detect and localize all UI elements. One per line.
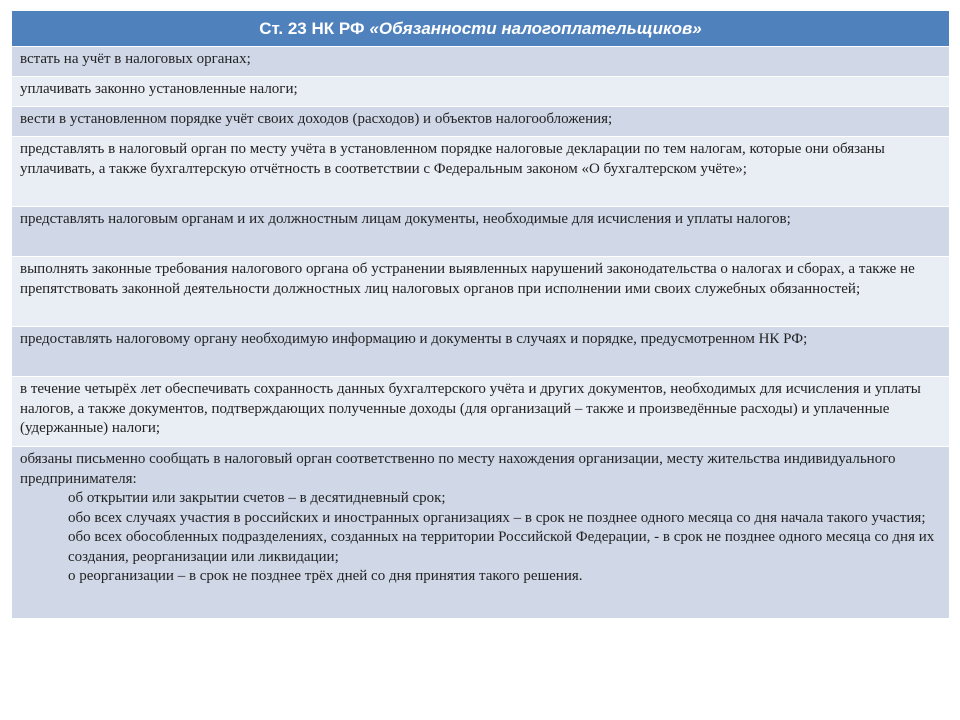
header-title-italic: «Обязанности налогоплательщиков» xyxy=(369,18,702,38)
sub-item: об открытии или закрытии счетов – в десятидневный срок; xyxy=(68,490,446,506)
table-header xyxy=(12,11,949,47)
table-row xyxy=(12,77,949,107)
table-row xyxy=(12,257,949,327)
table-row xyxy=(12,107,949,137)
row-intro: обязаны письменно сообщать в налоговый орган соответственно по месту нахождения организации, месту жительства индивидуального предпринимателя: xyxy=(20,451,896,487)
row-text: выполнять законные требования налогового органа об устранении выявленных нарушений законодательства о налогах и сборах, а также не препятствовать законной деятельности должностных лиц налоговых органов при исполнении ими своих служебных обязанностей; xyxy=(20,261,915,297)
obligations-table xyxy=(12,11,949,619)
table-row xyxy=(12,327,949,377)
row-text: представлять в налоговый орган по месту учёта в установленном порядке налоговые декларации по тем налогам, которые они обязаны уплачивать, а также бухгалтерскую отчётность в соответствии с Федеральным законом «О бухгалтерском учёте»; xyxy=(20,141,885,177)
header-title: Ст. 23 НК РФ xyxy=(259,18,365,38)
sub-item: обо всех обособленных подразделениях, созданных на территории Российской Федерации, - в срок не позднее одного месяца со дня их создания, реорганизации или ликвидации; xyxy=(68,529,935,565)
table-row-last xyxy=(12,447,949,619)
sub-item: о реорганизации – в срок не позднее трёх дней со дня принятия такого решения. xyxy=(68,568,583,584)
table-row xyxy=(12,137,949,207)
row-text: вести в установленном порядке учёт своих доходов (расходов) и объектов налогообложения; xyxy=(20,111,613,127)
sub-item: обо всех случаях участия в российских и иностранных организациях – в срок не позднее одного месяца со дня начала такого участия; xyxy=(68,509,926,526)
table-row xyxy=(12,377,949,447)
row-text: предоставлять налоговому органу необходимую информацию и документы в случаях и порядке, предусмотренном НК РФ; xyxy=(20,331,808,347)
row-text: в течение четырёх лет обеспечивать сохранность данных бухгалтерского учёта и других документов, необходимых для исчисления и уплаты налогов, а также документов, подтверждающих полученные доходы (для организаций – также и произведённые расходы) и уплаченные (удержанные) налоги; xyxy=(20,381,921,436)
row-text: встать на учёт в налоговых органах; xyxy=(20,51,251,67)
row-text: уплачивать законно установленные налоги; xyxy=(20,81,298,97)
row-text: представлять налоговым органам и их должностным лицам документы, необходимые для исчисления и уплаты налогов; xyxy=(20,211,791,227)
table-row xyxy=(12,207,949,257)
table-row xyxy=(12,47,949,77)
